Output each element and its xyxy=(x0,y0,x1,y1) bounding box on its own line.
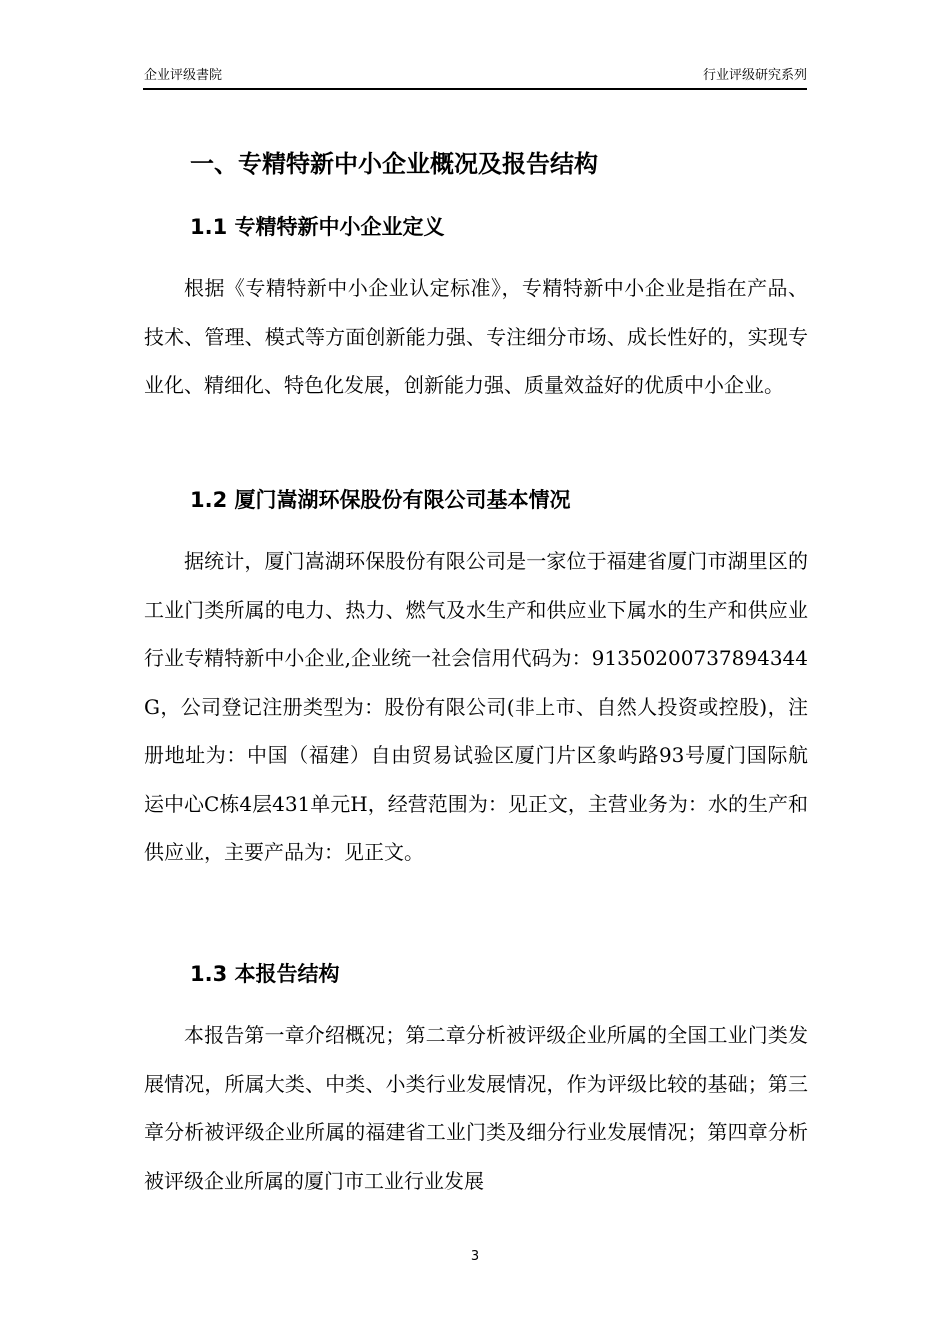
section-paragraph-1-1: 根据《专精特新中小企业认定标准》，专精特新中小企业是指在产品、技术、管理、模式等方面创新能力强、专注细分市场、成长性好的，实现专业化、精细化、特色化发展，创新能力强、质量效益好的优质中小企业。 xyxy=(144,276,808,397)
section-title-1-1: 1.1 专精特新中小企业定义 xyxy=(190,215,445,239)
section-title-1-2: 1.2 厦门嵩湖环保股份有限公司基本情况 xyxy=(190,488,571,512)
section-paragraph-1-3: 本报告第一章介绍概况；第二章分析被评级企业所属的全国工业门类发展情况，所属大类、中类、小类行业发展情况，作为评级比较的基础；第三章分析被评级企业所属的福建省工业门类及细分行业发展情况；第四章分析被评级企业所属的厦门市工业行业发展 xyxy=(144,1023,808,1193)
chapter-title: 一、专精特新中小企业概况及报告结构 xyxy=(190,150,598,178)
page-number: 3 xyxy=(470,1249,480,1264)
page-header xyxy=(143,66,807,90)
section-title-1-3: 1.3 本报告结构 xyxy=(190,962,340,986)
header-right-text: 行业评级研究系列 xyxy=(702,68,807,83)
header-left-text: 企业评级書院 xyxy=(144,68,223,83)
section-paragraph-1-2: 据统计，厦门嵩湖环保股份有限公司是一家位于福建省厦门市湖里区的工业门类所属的电力、热力、燃气及水生产和供应业下属水的生产和供应业行业专精特新中小企业,企业统一社会信用代码为：91350200737894344G，公司登记注册类型为：股份有限公司(非上市、自然人投资或控股)，注册地址为：中国（福建）自由贸易试验区厦门片区象屿路93号厦门国际航运中心C栋4层431单元H，经营范围为：见正文，主营业务为：水的生产和供应业，主要产品为：见正文。 xyxy=(144,549,808,864)
